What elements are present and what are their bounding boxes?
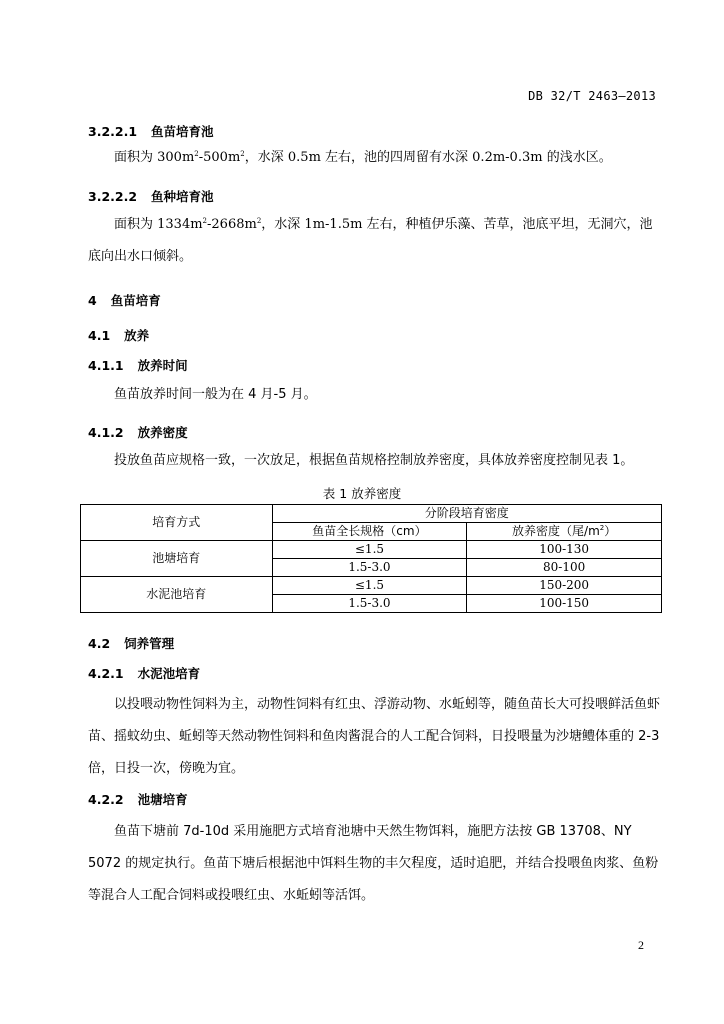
section-title: 鱼苗培育池 (151, 124, 214, 139)
paragraph-cement-pond-feeding: 以投喂动物性饲料为主，动物性饲料有红虫、浮游动物、水蚯蚓等，随鱼苗长大可投喂鲜活鱼虾苗、摇蚊幼虫、蚯蚓等天然动物性饲料和鱼肉酱混合的人工配合饲料，日投喂量为沙塘鳢体重的 2-3 倍，日投一次，傍晚为宜。 (88, 697, 661, 776)
paragraph-pond-feeding: 鱼苗下塘前 7d-10d 采用施肥方式培育池塘中天然生物饵料，施肥方法按 GB 13708、NY 5072 的规定执行。鱼苗下塘后根据池中饵料生物的丰欠程度，适时追肥，并结合投喂鱼肉浆、鱼粉等混合人工配合饲料或投喂红虫、水蚯蚓等活饵。 (88, 824, 659, 903)
section-heading-3-2-2-2 (88, 187, 214, 205)
section-title: 放养 (124, 328, 150, 343)
header-cell-method: 培育方式 (81, 505, 273, 541)
cell-size: ≤1.5 (272, 577, 467, 595)
section-title: 放养密度 (137, 425, 188, 440)
cell-size: ≤1.5 (272, 541, 467, 559)
section-heading-4-2 (88, 634, 174, 652)
section-number: 4 (88, 293, 97, 308)
stocking-density-table (80, 504, 662, 613)
cell-density: 150-200 (467, 577, 662, 595)
cell-method: 水泥池培育 (81, 577, 273, 613)
section-heading-4-2-2 (88, 790, 188, 808)
cell-method: 池塘培育 (81, 541, 273, 577)
section-title: 放养时间 (137, 358, 188, 373)
section-number: 4.2.1 (88, 666, 124, 681)
section-number: 4.1.2 (88, 425, 124, 440)
section-title: 池塘培育 (137, 792, 188, 807)
section-number: 4.1 (88, 328, 111, 343)
section-title: 鱼种培育池 (151, 189, 214, 204)
standard-id: DB 32/T 2463—2013 (528, 89, 656, 103)
section-number: 3.2.2.1 (88, 124, 138, 139)
section-heading-4-2-1 (88, 664, 200, 682)
paragraph-stocking-density: 投放鱼苗应规格一致，一次放足，根据鱼苗规格控制放养密度，具体放养密度控制见表 1。 (114, 453, 634, 468)
section-number: 4.1.1 (88, 358, 124, 373)
section-title: 饲养管理 (124, 636, 175, 651)
section-number: 4.2 (88, 636, 111, 651)
cell-density: 100-130 (467, 541, 662, 559)
cell-size: 1.5-3.0 (272, 595, 467, 613)
section-heading-4-1 (88, 326, 149, 344)
header-cell-group: 分阶段培育密度 (272, 505, 661, 523)
section-title: 水泥池培育 (137, 666, 201, 681)
cell-density: 100-150 (467, 595, 662, 613)
section-heading-4 (88, 291, 161, 309)
section-heading-3-2-2-1 (88, 122, 214, 140)
header-cell-size: 鱼苗全长规格（cm） (272, 523, 467, 541)
paragraph-fingerling-pond-area: 面积为 $1334m^2-2668m^2$，水深 1m-1.5m 左右，种植伊乐藻、苦草，池底平坦，无洞穴，池底向出水口倾斜。 (88, 217, 653, 264)
header-cell-density: 放养密度（尾$/m^2$） (467, 523, 662, 541)
section-title: 鱼苗培育 (110, 293, 161, 308)
page-number: 2 (638, 938, 644, 952)
section-number: 3.2.2.2 (88, 189, 138, 204)
table-row (81, 541, 662, 559)
section-heading-4-1-2 (88, 423, 188, 441)
cell-density: 80-100 (467, 559, 662, 577)
table-caption: 表 1 放养密度 (322, 486, 402, 501)
section-heading-4-1-1 (88, 356, 188, 374)
paragraph-nursery-pond-area: 面积为 $300m^2-500m^2$，水深 0.5m 左右，池的四周留有水深 0.2m-0.3m 的浅水区。 (114, 150, 612, 165)
section-number: 4.2.2 (88, 792, 124, 807)
cell-size: 1.5-3.0 (272, 559, 467, 577)
paragraph-stocking-time: 鱼苗放养时间一般为在 4 月-5 月。 (114, 387, 317, 402)
table-row (81, 577, 662, 595)
